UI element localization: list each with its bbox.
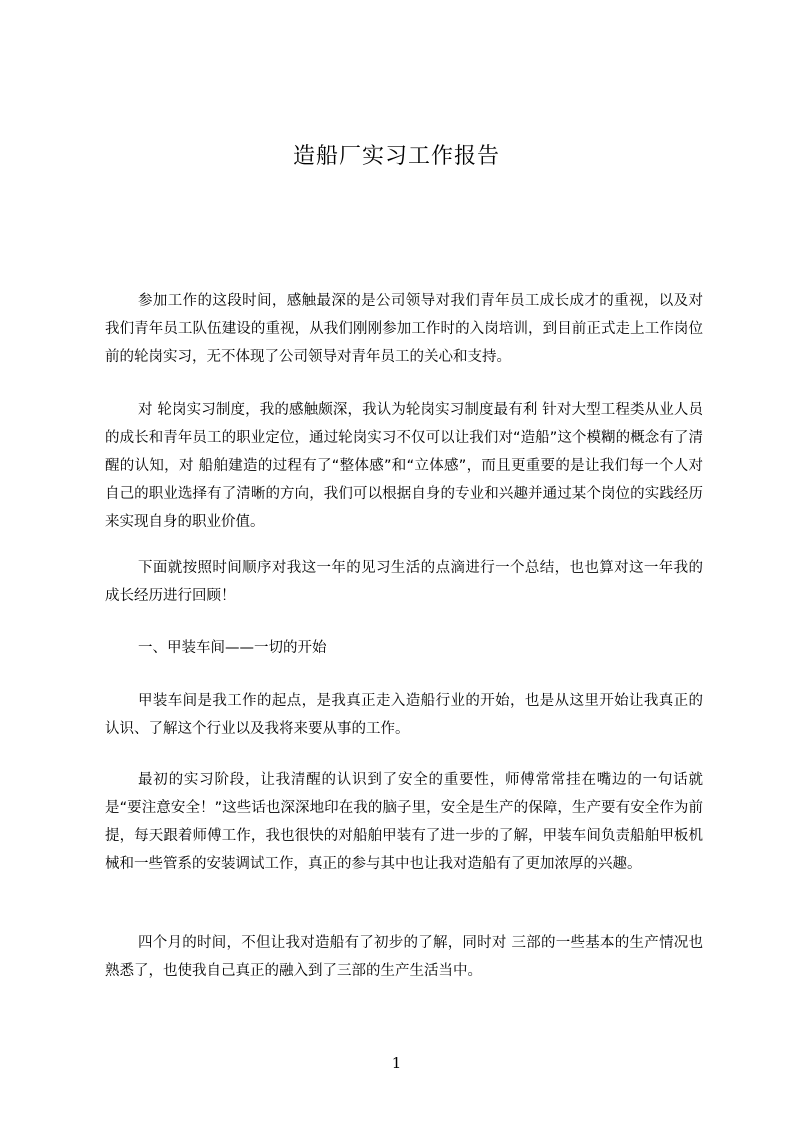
document-title: 造船厂实习工作报告 <box>292 144 500 169</box>
paragraph-workshop-start: 甲装车间是我工作的起点，是我真正走入造船行业的开始，也是从这里开始让我真正的认识、了解这个行业以及我将来要从事的工作。 <box>105 693 703 737</box>
section-heading: 一、甲装车间——一切的开始 <box>138 640 327 656</box>
paragraph-safety: 最初的实习阶段，让我清醒的认识到了安全的重要性，师傅常常挂在嘴边的一句话就是“要注意安全！”这些话也深深地印在我的脑子里，安全是生产的保障，生产要有安全作为前提，每天跟着师傅工作，我也很快的对船舶甲装有了进一步的了解，甲装车间负责船舶甲板机械和一些管系的安装调试工作，真正的参与其中也让我对造船有了更加浓厚的兴趣。 <box>105 772 703 872</box>
paragraph-four-months: 四个月的时间，不但让我对造船有了初步的了解，同时对 三部的一些基本的生产情况也熟悉了，也使我自己真正的融入到了三部的生产生活当中。 <box>105 935 703 979</box>
paragraph-intro: 参加工作的这段时间，感触最深的是公司领导对我们青年员工成长成才的重视，以及对我们青年员工队伍建设的重视，从我们刚刚参加工作时的入岗培训，到目前正式走上工作岗位前的轮岗实习，无不体现了公司领导对青年员工的关心和支持。 <box>105 293 703 365</box>
paragraph-rotation-system: 对 轮岗实习制度，我的感触颇深，我认为轮岗实习制度最有利 针对大型工程类从业人员的成长和青年员工的职业定位，通过轮岗实习不仅可以让我们对“造船”这个模糊的概念有了清醒的认知，对 船舶建造的过程有了“整体感”和“立体感”，而且更重要的是让我们每一个人对 自己的职业选择有了清晰的方向，我们可以根据自身的专业和兴趣并通过某个岗位的实践经历来实现自身的职业价值。 <box>105 402 703 530</box>
page-number: 1 <box>391 1054 402 1072</box>
paragraph-overview: 下面就按照时间顺序对我这一年的见习生活的点滴进行一个总结，也也算对这一年我的成长经历进行回顾！ <box>105 560 703 604</box>
